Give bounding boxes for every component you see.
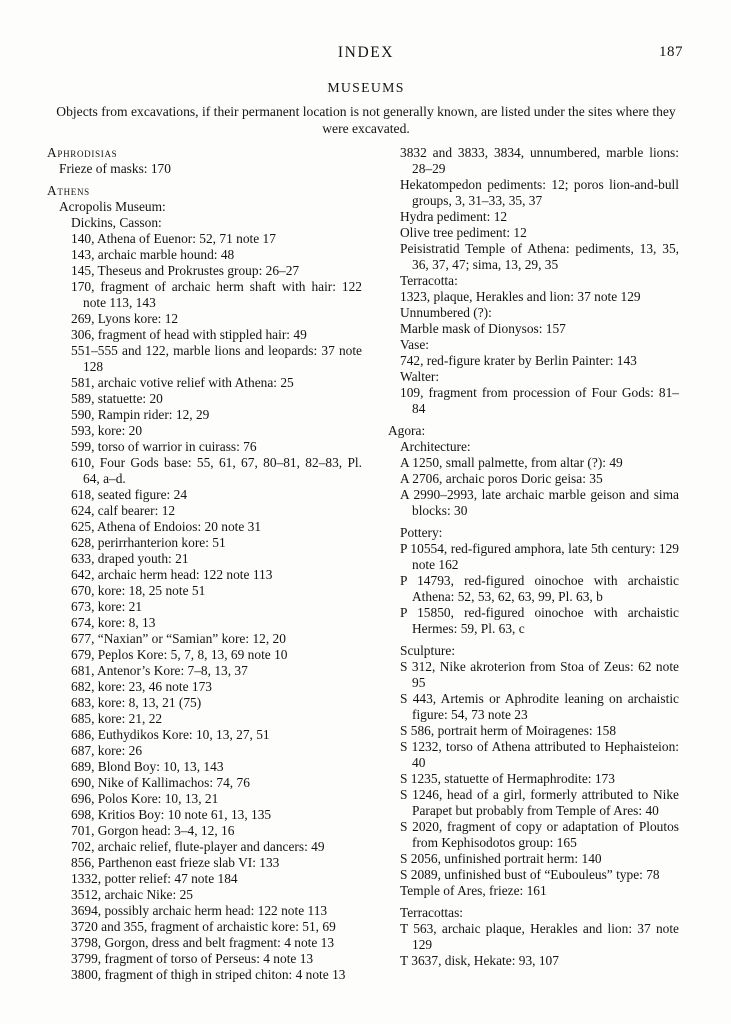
- index-subheading: Unnumbered (?):: [400, 305, 492, 320]
- index-entry: 590, Rampin rider: 12, 29: [71, 407, 210, 422]
- index-subheading: Pottery:: [400, 525, 443, 540]
- index-entry: T 563, archaic plaque, Herakles and lion: 37 note 129: [400, 921, 679, 952]
- index-entry: S 2020, fragment of copy or adaptation of Ploutos from Kephisodotos group: 165: [400, 819, 679, 850]
- index-entry: Olive tree pediment: 12: [400, 225, 527, 240]
- index-entry: 696, Polos Kore: 10, 13, 21: [71, 791, 219, 806]
- index-subheading: Sculpture:: [400, 643, 456, 658]
- index-entry: S 2056, unfinished portrait herm: 140: [400, 851, 602, 866]
- index-entry: S 586, portrait herm of Moiragenes: 158: [400, 723, 617, 738]
- running-head: [47, 44, 685, 62]
- index-site-heading: Aphrodisias: [47, 145, 118, 160]
- index-entry: 581, archaic votive relief with Athena: 25: [71, 375, 294, 390]
- index-entry: 593, kore: 20: [71, 423, 143, 438]
- index-entry: Frieze of masks: 170: [59, 161, 171, 176]
- index-entry: 856, Parthenon east frieze slab VI: 133: [71, 855, 280, 870]
- index-entry: 3832 and 3833, 3834, unnumbered, marble lions: 28–29: [400, 145, 679, 176]
- index-entry: 589, statuette: 20: [71, 391, 163, 406]
- index-entry: Marble mask of Dionysos: 157: [400, 321, 566, 336]
- index-entry: 269, Lyons kore: 12: [71, 311, 179, 326]
- index-entry: 599, torso of warrior in cuirass: 76: [71, 439, 257, 454]
- index-entry: 701, Gorgon head: 3–4, 12, 16: [71, 823, 235, 838]
- index-entry: S 1246, head of a girl, formerly attributed to Nike Parapet but probably from Temple of Ares: 40: [400, 787, 679, 818]
- index-subheading: Dickins, Casson:: [71, 215, 162, 230]
- index-entry: 618, seated figure: 24: [71, 487, 188, 502]
- index-site-heading: Athens: [47, 183, 90, 198]
- index-entry: 682, kore: 23, 46 note 173: [71, 679, 212, 694]
- index-entry: 109, fragment from procession of Four Gods: 81–84: [400, 385, 679, 416]
- index-entry: T 3637, disk, Hekate: 93, 107: [400, 953, 559, 968]
- index-subheading: Terracottas:: [400, 905, 464, 920]
- index-entry: 610, Four Gods base: 55, 61, 67, 80–81, 82–83, Pl. 64, a–d.: [71, 455, 362, 486]
- index-entry: 143, archaic marble hound: 48: [71, 247, 235, 262]
- index-entry: 1323, plaque, Herakles and lion: 37 note 129: [400, 289, 641, 304]
- index-entry: 140, Athena of Euenor: 52, 71 note 17: [71, 231, 276, 246]
- index-entry: A 2990–2993, late archaic marble geison and sima blocks: 30: [400, 487, 679, 518]
- index-entry: Temple of Ares, frieze: 161: [400, 883, 547, 898]
- index-subheading: Walter:: [400, 369, 440, 384]
- index-entry: 689, Blond Boy: 10, 13, 143: [71, 759, 224, 774]
- index-subheading: Architecture:: [400, 439, 471, 454]
- running-head-title: INDEX: [337, 44, 395, 61]
- index-entry: 628, perirrhanterion kore: 51: [71, 535, 226, 550]
- index-entry: 685, kore: 21, 22: [71, 711, 163, 726]
- index-entry: 686, Euthydikos Kore: 10, 13, 27, 51: [71, 727, 270, 742]
- index-entry: 677, “Naxian” or “Samian” kore: 12, 20: [71, 631, 286, 646]
- index-columns: [47, 145, 685, 983]
- index-entry: 306, fragment of head with stippled hair: 49: [71, 327, 307, 342]
- index-entry: 3720 and 355, fragment of archaistic kore: 51, 69: [71, 919, 336, 934]
- index-entry: 702, archaic relief, flute-player and dancers: 49: [71, 839, 325, 854]
- index-entry: Peisistratid Temple of Athena: pediments, 13, 35, 36, 37, 47; sima, 13, 29, 35: [400, 241, 679, 272]
- index-entry: Hekatompedon pediments: 12; poros lion-and-bull groups, 3, 31–33, 35, 37: [400, 177, 679, 208]
- intro-note: Objects from excavations, if their permanent location is not generally known, are listed under the sites where they were excavated.: [56, 104, 676, 136]
- index-entry: 683, kore: 8, 13, 21 (75): [71, 695, 202, 710]
- index-entry: 1332, potter relief: 47 note 184: [71, 871, 238, 886]
- index-entry: 674, kore: 8, 13: [71, 615, 156, 630]
- index-subheading: Acropolis Museum:: [59, 199, 166, 214]
- index-entry: 624, calf bearer: 12: [71, 503, 176, 518]
- index-entry: P 10554, red-figured amphora, late 5th century: 129 note 162: [400, 541, 679, 572]
- index-entry: P 15850, red-figured oinochoe with archaistic Hermes: 59, Pl. 63, c: [400, 605, 679, 636]
- index-entry: 698, Kritios Boy: 10 note 61, 13, 135: [71, 807, 272, 822]
- index-entry: 690, Nike of Kallimachos: 74, 76: [71, 775, 250, 790]
- index-entry: 625, Athena of Endoios: 20 note 31: [71, 519, 262, 534]
- index-entry: 3800, fragment of thigh in striped chiton: 4 note 13: [71, 967, 346, 982]
- section-title: MUSEUMS: [327, 80, 405, 95]
- index-column-left: [47, 145, 362, 983]
- index-entry: 681, Antenor’s Kore: 7–8, 13, 37: [71, 663, 248, 678]
- index-entry: 3694, possibly archaic herm head: 122 note 113: [71, 903, 328, 918]
- index-entry: S 1235, statuette of Hermaphrodite: 173: [400, 771, 615, 786]
- index-subheading: Agora:: [388, 423, 426, 438]
- index-column-right: [376, 145, 679, 983]
- index-entry: S 2089, unfinished bust of “Eubouleus” type: 78: [400, 867, 660, 882]
- index-entry: 170, fragment of archaic herm shaft with hair: 122 note 113, 143: [71, 279, 362, 310]
- index-entry: S 312, Nike akroterion from Stoa of Zeus: 62 note 95: [400, 659, 679, 690]
- index-entry: 3799, fragment of torso of Perseus: 4 note 13: [71, 951, 314, 966]
- index-entry: 633, draped youth: 21: [71, 551, 189, 566]
- index-subheading: Terracotta:: [400, 273, 458, 288]
- index-entry: 551–555 and 122, marble lions and leopards: 37 note 128: [71, 343, 362, 374]
- index-entry: 679, Peplos Kore: 5, 7, 8, 13, 69 note 10: [71, 647, 288, 662]
- index-entry: A 1250, small palmette, from altar (?): 49: [400, 455, 623, 470]
- index-entry: 687, kore: 26: [71, 743, 143, 758]
- index-entry: Hydra pediment: 12: [400, 209, 508, 224]
- index-entry: 642, archaic herm head: 122 note 113: [71, 567, 273, 582]
- index-entry: S 1232, torso of Athena attributed to Hephaisteion: 40: [400, 739, 679, 770]
- page-number: 187: [659, 44, 683, 60]
- index-entry: 673, kore: 21: [71, 599, 143, 614]
- index-entry: 742, red-figure krater by Berlin Painter: 143: [400, 353, 637, 368]
- index-entry: A 2706, archaic poros Doric geisa: 35: [400, 471, 603, 486]
- index-entry: P 14793, red-figured oinochoe with archaistic Athena: 52, 53, 62, 63, 99, Pl. 63, b: [400, 573, 679, 604]
- index-subheading: Vase:: [400, 337, 430, 352]
- index-entry: 145, Theseus and Prokrustes group: 26–27: [71, 263, 300, 278]
- index-entry: S 443, Artemis or Aphrodite leaning on archaistic figure: 54, 73 note 23: [400, 691, 679, 722]
- index-entry: 3512, archaic Nike: 25: [71, 887, 193, 902]
- index-entry: 3798, Gorgon, dress and belt fragment: 4 note 13: [71, 935, 335, 950]
- index-entry: 670, kore: 18, 25 note 51: [71, 583, 206, 598]
